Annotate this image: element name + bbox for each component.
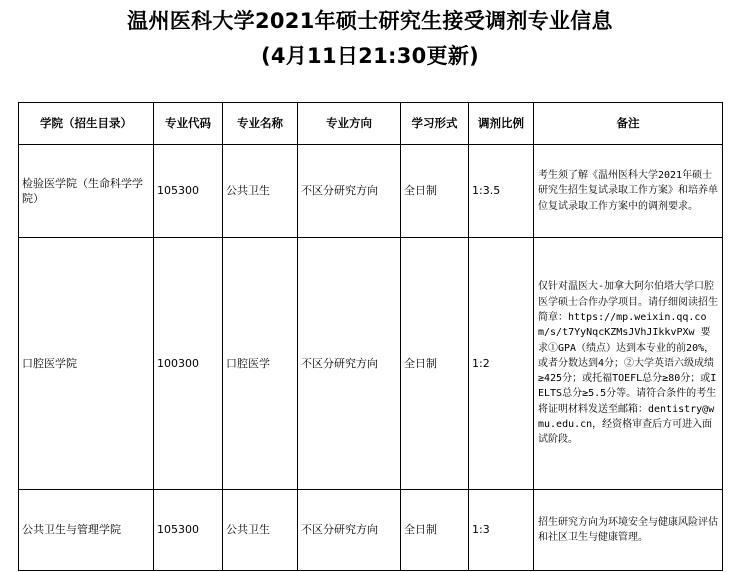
adjustment-table [18,102,723,571]
cell-note: 仅针对温医大-加拿大阿尔伯塔大学口腔医学硕士合作办学项目。请仔细阅读招生简章：https://mp.weixin.qq.com/s/t7YyNqcKZMsJVhJIkkvPXw 要求①GPA（绩点）达到本专业的前20%，或者分数达到4分；②大学英语六级成绩≥425分；或托福TOEFL总分≥80分；或IELTS总分≥5.5分等。请符合条件的考生将证明材料发送至邮箱：dentistry@wmu.edu.cn，经资格审查后方可进入面试阶段。 [534,238,723,490]
cell-direction: 不区分研究方向 [298,145,401,238]
cell-college: 公共卫生与管理学院 [19,490,154,571]
page-title: 温州医科大学2021年硕士研究生接受调剂专业信息 [127,9,613,33]
cell-major: 公共卫生 [223,145,298,238]
cell-mode: 全日制 [401,238,469,490]
table-row [19,145,723,238]
column-header-major: 专业名称 [223,103,298,145]
column-header-direction: 专业方向 [298,103,401,145]
cell-direction: 不区分研究方向 [298,490,401,571]
cell-code: 100300 [154,238,223,490]
column-header-code: 专业代码 [154,103,223,145]
cell-code: 105300 [154,145,223,238]
cell-note: 考生须了解《温州医科大学2021年硕士研究生招生复试录取工作方案》和培养单位复试录取工作方案中的调剂要求。 [534,145,723,238]
table-row [19,490,723,571]
cell-college: 口腔医学院 [19,238,154,490]
column-header-note: 备注 [534,103,723,145]
cell-code: 105300 [154,490,223,571]
cell-ratio: 1:2 [469,238,534,490]
table-header-row [19,103,723,145]
cell-college: 检验医学院（生命科学学院） [19,145,154,238]
cell-ratio: 1:3 [469,490,534,571]
column-header-mode: 学习形式 [401,103,469,145]
cell-mode: 全日制 [401,490,469,571]
table-row [19,238,723,490]
cell-major: 口腔医学 [223,238,298,490]
cell-note: 招生研究方向为环境安全与健康风险评估和社区卫生与健康管理。 [534,490,723,571]
cell-major: 公共卫生 [223,490,298,571]
page-subtitle: (4月11日21:30更新) [260,44,480,68]
column-header-ratio: 调剂比例 [469,103,534,145]
cell-direction: 不区分研究方向 [298,238,401,490]
column-header-college: 学院（招生目录） [19,103,154,145]
cell-ratio: 1:3.5 [469,145,534,238]
cell-mode: 全日制 [401,145,469,238]
